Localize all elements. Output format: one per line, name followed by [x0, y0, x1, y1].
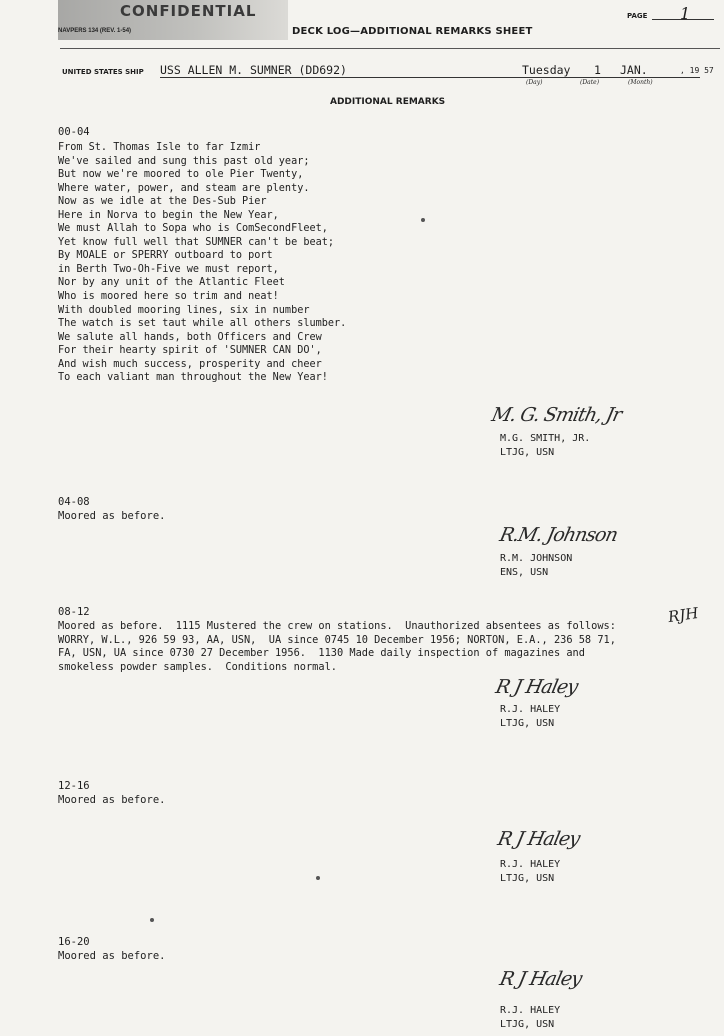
remarks-line: Moored as before. 1115 Mustered the crew on stations. Unauthorized absentees as follows: — [58, 620, 616, 632]
watch-remarks: Moored as before. — [58, 950, 166, 962]
officer-name: R.J. HALEY — [500, 1005, 561, 1016]
officer-name: M.G. SMITH, JR. — [500, 433, 591, 444]
officer-rank: LTJG, USN — [500, 447, 555, 458]
poem-line: Nor by any unit of the Atlantic Fleet — [58, 277, 285, 289]
scan-speck — [150, 918, 154, 922]
page-number: 1 — [680, 4, 691, 23]
poem-line: Who is moored here so trim and neat! — [58, 291, 279, 303]
officer-name: R.J. HALEY — [500, 859, 561, 870]
signature-johnson: R.M. Johnson — [497, 524, 620, 546]
poem-line: Yet know full well that SUMNER can't be beat; — [58, 236, 335, 248]
ship-line — [160, 77, 700, 78]
poem-line: We must Allah to Sopa who is ComSecondFleet, — [58, 223, 328, 235]
officer-rank: LTJG, USN — [500, 718, 555, 729]
scan-speck — [421, 218, 425, 222]
poem-line: in Berth Two-Oh-Five we must report, — [58, 263, 279, 275]
officer-name: R.M. JOHNSON — [500, 553, 573, 564]
poem-line: For their hearty spirit of 'SUMNER CAN DO', — [58, 345, 322, 357]
remarks-line: smokeless powder samples. Conditions normal. — [58, 660, 337, 673]
watch-period: 12-16 — [58, 780, 90, 792]
remarks-line: FA, USN, UA since 0730 27 December 1956. 1130 Made daily inspection of magazines and — [58, 647, 585, 659]
signature-haley: R J Haley — [497, 968, 584, 990]
watch-remarks: Moored as before. — [58, 510, 166, 522]
watch-remarks: Moored as before. — [58, 794, 166, 806]
watch-period: 04-08 — [58, 496, 90, 508]
month-caption: (Month) — [628, 79, 653, 86]
section-title: ADDITIONAL REMARKS — [330, 97, 446, 107]
poem-line: Where water, power, and steam are plenty. — [58, 182, 310, 194]
signature-haley: R J Haley — [495, 828, 582, 850]
ship-label: UNITED STATES SHIP — [62, 68, 144, 76]
officer-rank: LTJG, USN — [500, 1019, 555, 1030]
page-label: PAGE — [627, 12, 648, 20]
margin-initials: RJH — [666, 603, 700, 627]
poem-line: Here in Norva to begin the New Year, — [58, 209, 279, 221]
poem-line: The watch is set taut while all others slumber. — [58, 318, 347, 330]
watch-period: 16-20 — [58, 936, 90, 948]
poem-line: From St. Thomas Isle to far Izmir — [58, 142, 261, 153]
officer-name: R.J. HALEY — [500, 704, 561, 715]
poem-line: Now as we idle at the Des-Sub Pier — [58, 196, 267, 208]
poem-line: And wish much success, prosperity and cheer — [58, 358, 322, 370]
scan-speck — [316, 876, 320, 880]
signature-smith: M. G. Smith, Jr — [489, 404, 624, 426]
header-rule — [60, 48, 720, 49]
officer-rank: LTJG, USN — [500, 873, 555, 884]
sheet-title: DECK LOG—ADDITIONAL REMARKS SHEET — [292, 26, 533, 37]
remarks-line: WORRY, W.L., 926 59 93, AA, USN, UA since 0745 10 December 1956; NORTON, E.A., 236 58 71, — [58, 633, 616, 646]
poem-line: We've sailed and sung this past old year; — [58, 155, 310, 167]
date-caption: (Date) — [580, 79, 600, 86]
poem-line: But now we're moored to ole Pier Twenty, — [58, 169, 304, 181]
poem-line: To each valiant man throughout the New Year! — [58, 372, 328, 384]
log-day: Tuesday — [522, 63, 571, 77]
watch-remarks — [58, 620, 616, 674]
form-number: NAVPERS 134 (REV. 1-54) — [58, 28, 132, 34]
poem-line: We salute all hands, both Officers and Crew — [58, 331, 322, 343]
poem-line: With doubled mooring lines, six in number — [58, 304, 310, 316]
watch-period: 00-04 — [58, 126, 90, 138]
ship-name: USS ALLEN M. SUMNER (DD692) — [160, 63, 347, 77]
watch-period: 08-12 — [58, 606, 90, 618]
watch-remarks-poem — [58, 141, 346, 385]
signature-haley: R J Haley — [493, 676, 580, 698]
log-month: JAN. — [620, 63, 648, 77]
confidential-stamp: CONFIDENTIAL — [120, 2, 257, 20]
log-date: 1 — [594, 63, 601, 77]
log-year: , 19 57 — [680, 66, 714, 75]
officer-rank: ENS, USN — [500, 567, 549, 578]
poem-line: By MOALE or SPERRY outboard to port — [58, 250, 273, 262]
day-caption: (Day) — [526, 79, 543, 86]
